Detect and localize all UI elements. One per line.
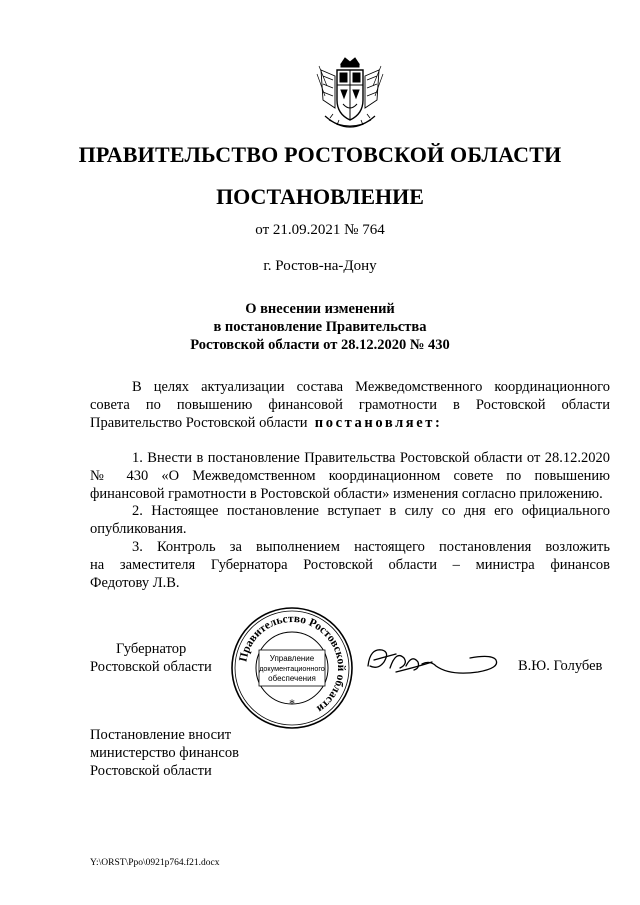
document-date-number: от 21.09.2021 № 764 xyxy=(255,222,385,238)
coat-of-arms-icon xyxy=(315,56,385,134)
signer-position xyxy=(90,640,212,676)
submitted-by-line: Постановление вносит xyxy=(90,727,232,743)
signer-position-line: Губернатор xyxy=(116,641,187,657)
document-subject xyxy=(0,300,640,354)
paragraph-line: опубликования. xyxy=(90,521,187,537)
item-2-paragraph xyxy=(90,502,610,538)
paragraph-line xyxy=(90,414,610,432)
paragraph-line: Федотову Л.В. xyxy=(90,575,180,591)
submitted-by xyxy=(90,726,239,780)
paragraph-line: финансовой грамотности в Ростовской области» изменения согласно приложению. xyxy=(90,486,603,502)
resolves-word: постановляет: xyxy=(314,415,443,431)
signer-name: В.Ю. Голубев xyxy=(518,658,603,674)
paragraph-line: № 430 «О Межведомственном координационном совете по повышению xyxy=(90,468,610,484)
subject-line: О внесении изменений xyxy=(245,301,395,317)
stamp-inner-line: документационного xyxy=(259,664,325,673)
subject-line: в постановление Правительства xyxy=(213,319,427,335)
stamp-star: * xyxy=(289,696,295,710)
item-1-paragraph xyxy=(90,449,610,503)
paragraph-line: 3. Контроль за выполнением настоящего постановления возложить xyxy=(132,539,610,555)
stamp-inner-line: Управление xyxy=(269,654,315,663)
document-city: г. Ростов-на-Дону xyxy=(263,258,377,274)
intro-paragraph xyxy=(90,378,610,432)
signer-position-line: Ростовской области xyxy=(90,659,212,675)
stamp-ring-text: Правительство Ростовской области xyxy=(237,612,348,715)
file-path: Y:\ORST\Ppo\0921p764.f21.docx xyxy=(90,858,220,868)
paragraph-line: В целях актуализации состава Межведомственного координационного xyxy=(132,379,610,395)
item-3-paragraph xyxy=(90,538,610,592)
submitted-by-line: министерство финансов xyxy=(90,745,239,761)
paragraph-line: 1. Внести в постановление Правительства Ростовской области от 28.12.2020 xyxy=(132,450,610,466)
paragraph-line: совета по повышению финансовой грамотности в Ростовской области xyxy=(90,397,610,413)
handwritten-signature xyxy=(360,636,510,686)
government-title: ПРАВИТЕЛЬСТВО РОСТОВСКОЙ ОБЛАСТИ xyxy=(78,142,562,167)
stamp-inner-line: обеспечения xyxy=(268,674,316,683)
paragraph-line: 2. Настоящее постановление вступает в силу со дня его официального xyxy=(132,503,610,519)
submitted-by-line: Ростовской области xyxy=(90,763,212,779)
paragraph-line: на заместителя Губернатора Ростовской области – министра финансов xyxy=(90,557,610,573)
document-type: ПОСТАНОВЛЕНИЕ xyxy=(216,184,424,209)
subject-line: Ростовской области от 28.12.2020 № 430 xyxy=(190,337,450,353)
official-stamp xyxy=(228,604,356,732)
intro-subject: Правительство Ростовской области xyxy=(90,415,308,431)
